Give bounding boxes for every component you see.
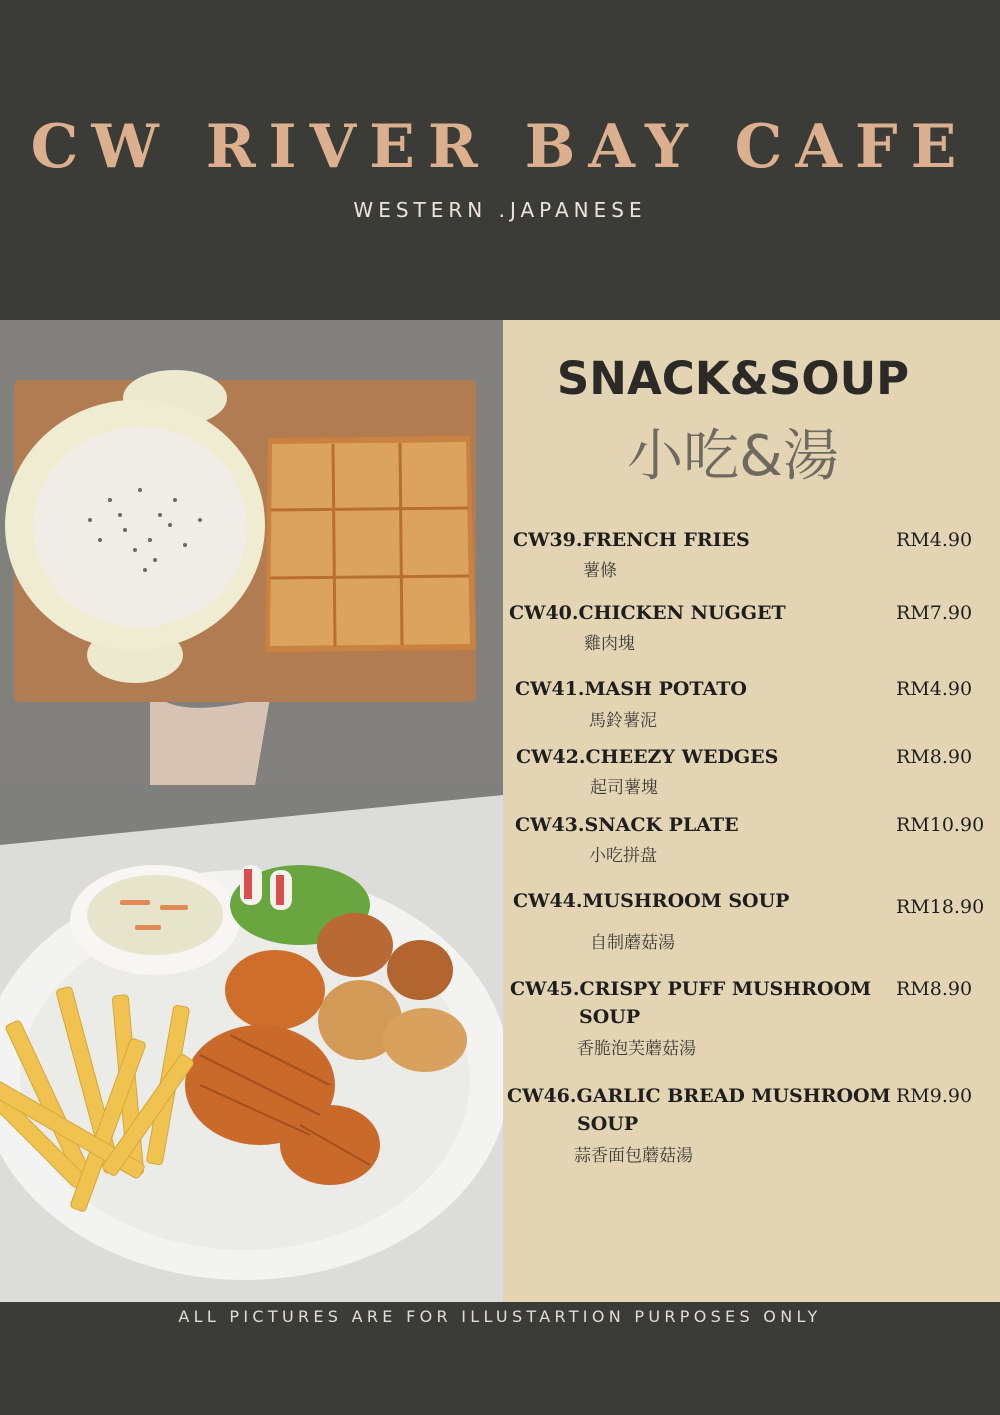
menu-item-price: RM10.90	[896, 814, 985, 836]
menu-item-name: CW44.MUSHROOM SOUP	[513, 890, 790, 912]
menu-item-chinese-name: 馬鈴薯泥	[589, 711, 657, 731]
menu-item-name: CW46.GARLIC BREAD MUSHROOM	[507, 1085, 891, 1107]
menu-item-name-continued: SOUP	[577, 1113, 639, 1135]
menu-item-price: RM4.90	[896, 529, 973, 551]
menu-item-name: CW41.MASH POTATO	[515, 678, 747, 700]
menu-item-name: CW42.CHEEZY WEDGES	[516, 746, 779, 768]
menu-item-chinese-name: 香脆泡芙蘑菇湯	[577, 1039, 696, 1059]
snack-plate-photo	[0, 785, 503, 1302]
menu-item-price: RM4.90	[896, 678, 973, 700]
menu-item-chinese-name: 蒜香面包蘑菇湯	[574, 1146, 693, 1166]
menu-item-name: CW45.CRISPY PUFF MUSHROOM	[510, 978, 872, 1000]
menu-item-chinese-name: 薯條	[583, 561, 617, 581]
mushroom-soup-photo	[0, 320, 503, 785]
menu-item-price: RM18.90	[896, 896, 985, 918]
cafe-subtitle: WESTERN .JAPANESE	[353, 198, 647, 222]
menu-item-chinese-name: 自制蘑菇湯	[590, 933, 675, 953]
menu-item-chinese-name: 起司薯塊	[590, 778, 658, 798]
menu-item-name: CW40.CHICKEN NUGGET	[509, 602, 786, 624]
menu-header	[0, 0, 1000, 320]
menu-item-price: RM7.90	[896, 602, 973, 624]
menu-item-price: RM9.90	[896, 1085, 973, 1107]
disclaimer-note: ALL PICTURES ARE FOR ILLUSTARTION PURPOSES ONLY	[178, 1307, 822, 1326]
menu-item-price: RM8.90	[896, 746, 973, 768]
section-title: SNACK&SOUP	[556, 352, 910, 405]
menu-item-chinese-name: 雞肉塊	[584, 634, 635, 654]
menu-item-name: CW39.FRENCH FRIES	[513, 529, 750, 551]
menu-item-name: CW43.SNACK PLATE	[515, 814, 739, 836]
menu-item-chinese-name: 小吃拼盘	[589, 846, 657, 866]
menu-item-price: RM8.90	[896, 978, 973, 1000]
section-title-chinese: 小吃&湯	[627, 424, 839, 489]
menu-footer	[0, 1302, 1000, 1415]
menu-item-name-continued: SOUP	[579, 1006, 641, 1028]
cafe-title: CW RIVER BAY CAFE	[30, 112, 970, 182]
menu-panel	[503, 320, 1000, 1302]
